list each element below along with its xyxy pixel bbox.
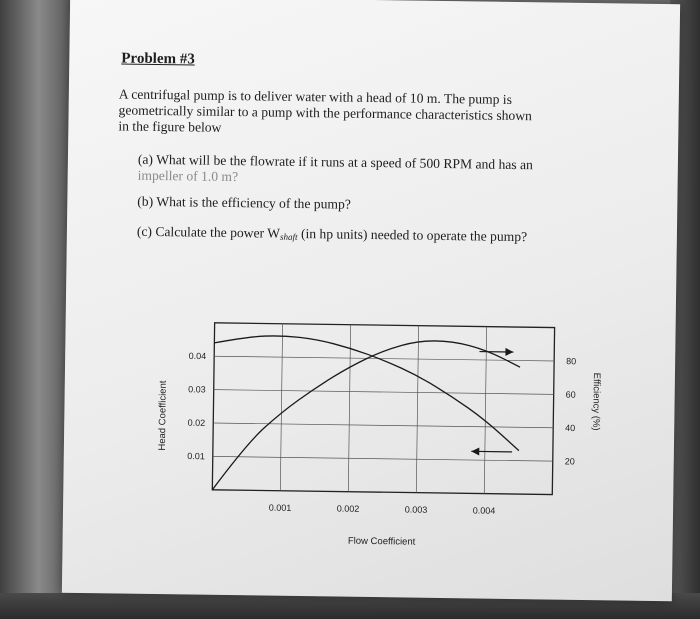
right-axis-label: Efficiency (%) <box>590 372 602 431</box>
grid-line-horizontal <box>213 456 553 461</box>
right-tick-label: 40 <box>565 422 576 434</box>
statement-line: geometrically similar to a pump with the performance characteristics shown <box>118 102 533 124</box>
efficiency-curve <box>212 338 520 494</box>
question-c-subscript: shaft <box>279 231 298 242</box>
problem-statement <box>118 86 532 140</box>
left-tick-label: 0.04 <box>188 350 207 362</box>
x-tick-label: 0.002 <box>336 503 360 514</box>
question-c <box>137 224 527 245</box>
grid-line-vertical <box>416 326 418 493</box>
annotation-arrow-head <box>505 348 513 356</box>
grid-line-vertical <box>348 325 350 492</box>
x-axis-label: Flow Coefficient <box>347 535 416 548</box>
x-tick-label: 0.003 <box>404 504 428 515</box>
right-tick-label: 80 <box>566 356 577 367</box>
left-tick-label: 0.03 <box>188 384 206 395</box>
question-c-prefix: (c) Calculate the power W <box>136 223 281 241</box>
performance-chart <box>122 297 602 573</box>
question-c-suffix: (in hp units) needed to operate the pump? <box>297 225 528 245</box>
annotation-arrow-head <box>471 447 479 455</box>
right-tick-label: 60 <box>565 389 576 400</box>
grid-line-vertical <box>280 324 282 491</box>
left-tick-label: 0.02 <box>187 417 206 428</box>
question-b: (b) What is the efficiency of the pump? <box>137 193 351 212</box>
question-a-line: impeller of 1.0 m? <box>137 167 239 185</box>
left-tick-label: 0.01 <box>187 451 205 462</box>
question-a <box>138 152 533 190</box>
background-left-shadow <box>0 0 70 619</box>
statement-line: A centrifugal pump is to deliver water with a head of 10 m. The pump is <box>118 86 513 107</box>
right-tick-label: 20 <box>564 456 575 467</box>
left-axis-label: Head Coefficient <box>156 380 169 451</box>
x-tick-label: 0.001 <box>268 502 292 513</box>
plot-frame <box>212 323 554 495</box>
grid-line-horizontal <box>214 390 554 395</box>
paper-sheet <box>62 0 680 601</box>
statement-line: in the figure below <box>118 118 222 135</box>
problem-title: Problem #3 <box>121 50 195 68</box>
question-a-line: (a) What will be the flowrate if it runs at a speed of 500 RPM and has an <box>137 151 533 173</box>
x-tick-label: 0.004 <box>472 505 496 516</box>
